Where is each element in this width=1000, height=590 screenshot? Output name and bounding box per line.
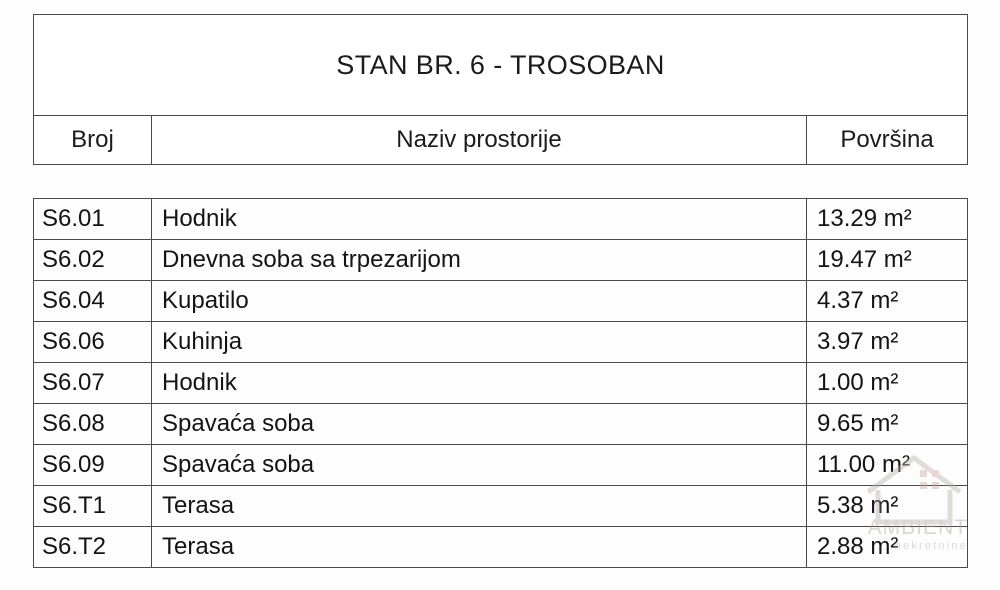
row-number: S6.09: [34, 445, 152, 486]
column-header-name: Naziv prostorije: [152, 116, 807, 165]
row-area: 9.65 m²: [807, 404, 968, 445]
page-title: STAN BR. 6 - TROSOBAN: [34, 15, 968, 116]
row-number: S6.T1: [34, 486, 152, 527]
title-row: [34, 15, 968, 116]
table-row: [34, 445, 968, 486]
row-name: Hodnik: [152, 363, 807, 404]
row-area: 4.37 m²: [807, 281, 968, 322]
row-number: S6.06: [34, 322, 152, 363]
row-area: 13.29 m²: [807, 199, 968, 240]
row-area: 11.00 m²: [807, 445, 968, 486]
row-area: 5.38 m²: [807, 486, 968, 527]
row-area: 3.97 m²: [807, 322, 968, 363]
watermark-tagline: nekretnine: [894, 540, 968, 552]
row-number: S6.04: [34, 281, 152, 322]
row-name: Kupatilo: [152, 281, 807, 322]
row-area: 2.88 m²: [807, 527, 968, 568]
table-row: [34, 281, 968, 322]
row-name: Spavaća soba: [152, 445, 807, 486]
table-row: [34, 486, 968, 527]
table-row: [34, 199, 968, 240]
row-name: Spavaća soba: [152, 404, 807, 445]
row-name: Kuhinja: [152, 322, 807, 363]
bottom-fade: [0, 572, 1000, 590]
row-name: Dnevna soba sa trpezarijom: [152, 240, 807, 281]
column-header-row: [34, 116, 968, 165]
column-header-number: Broj: [34, 116, 152, 165]
row-number: S6.01: [34, 199, 152, 240]
rooms-table: [33, 198, 968, 568]
row-number: S6.02: [34, 240, 152, 281]
row-number: S6.08: [34, 404, 152, 445]
table-row: [34, 322, 968, 363]
row-number: S6.T2: [34, 527, 152, 568]
row-number: S6.07: [34, 363, 152, 404]
watermark-brand-suffix: IENT: [916, 516, 968, 539]
table-row: [34, 240, 968, 281]
column-header-area: Površina: [807, 116, 968, 165]
row-name: Hodnik: [152, 199, 807, 240]
row-name: Terasa: [152, 486, 807, 527]
watermark-brand-prefix: AMB: [867, 516, 917, 539]
row-area: 1.00 m²: [807, 363, 968, 404]
table-row: [34, 404, 968, 445]
header-table: [33, 14, 968, 165]
table-row: [34, 363, 968, 404]
row-area: 19.47 m²: [807, 240, 968, 281]
row-name: Terasa: [152, 527, 807, 568]
table-row: [34, 527, 968, 568]
